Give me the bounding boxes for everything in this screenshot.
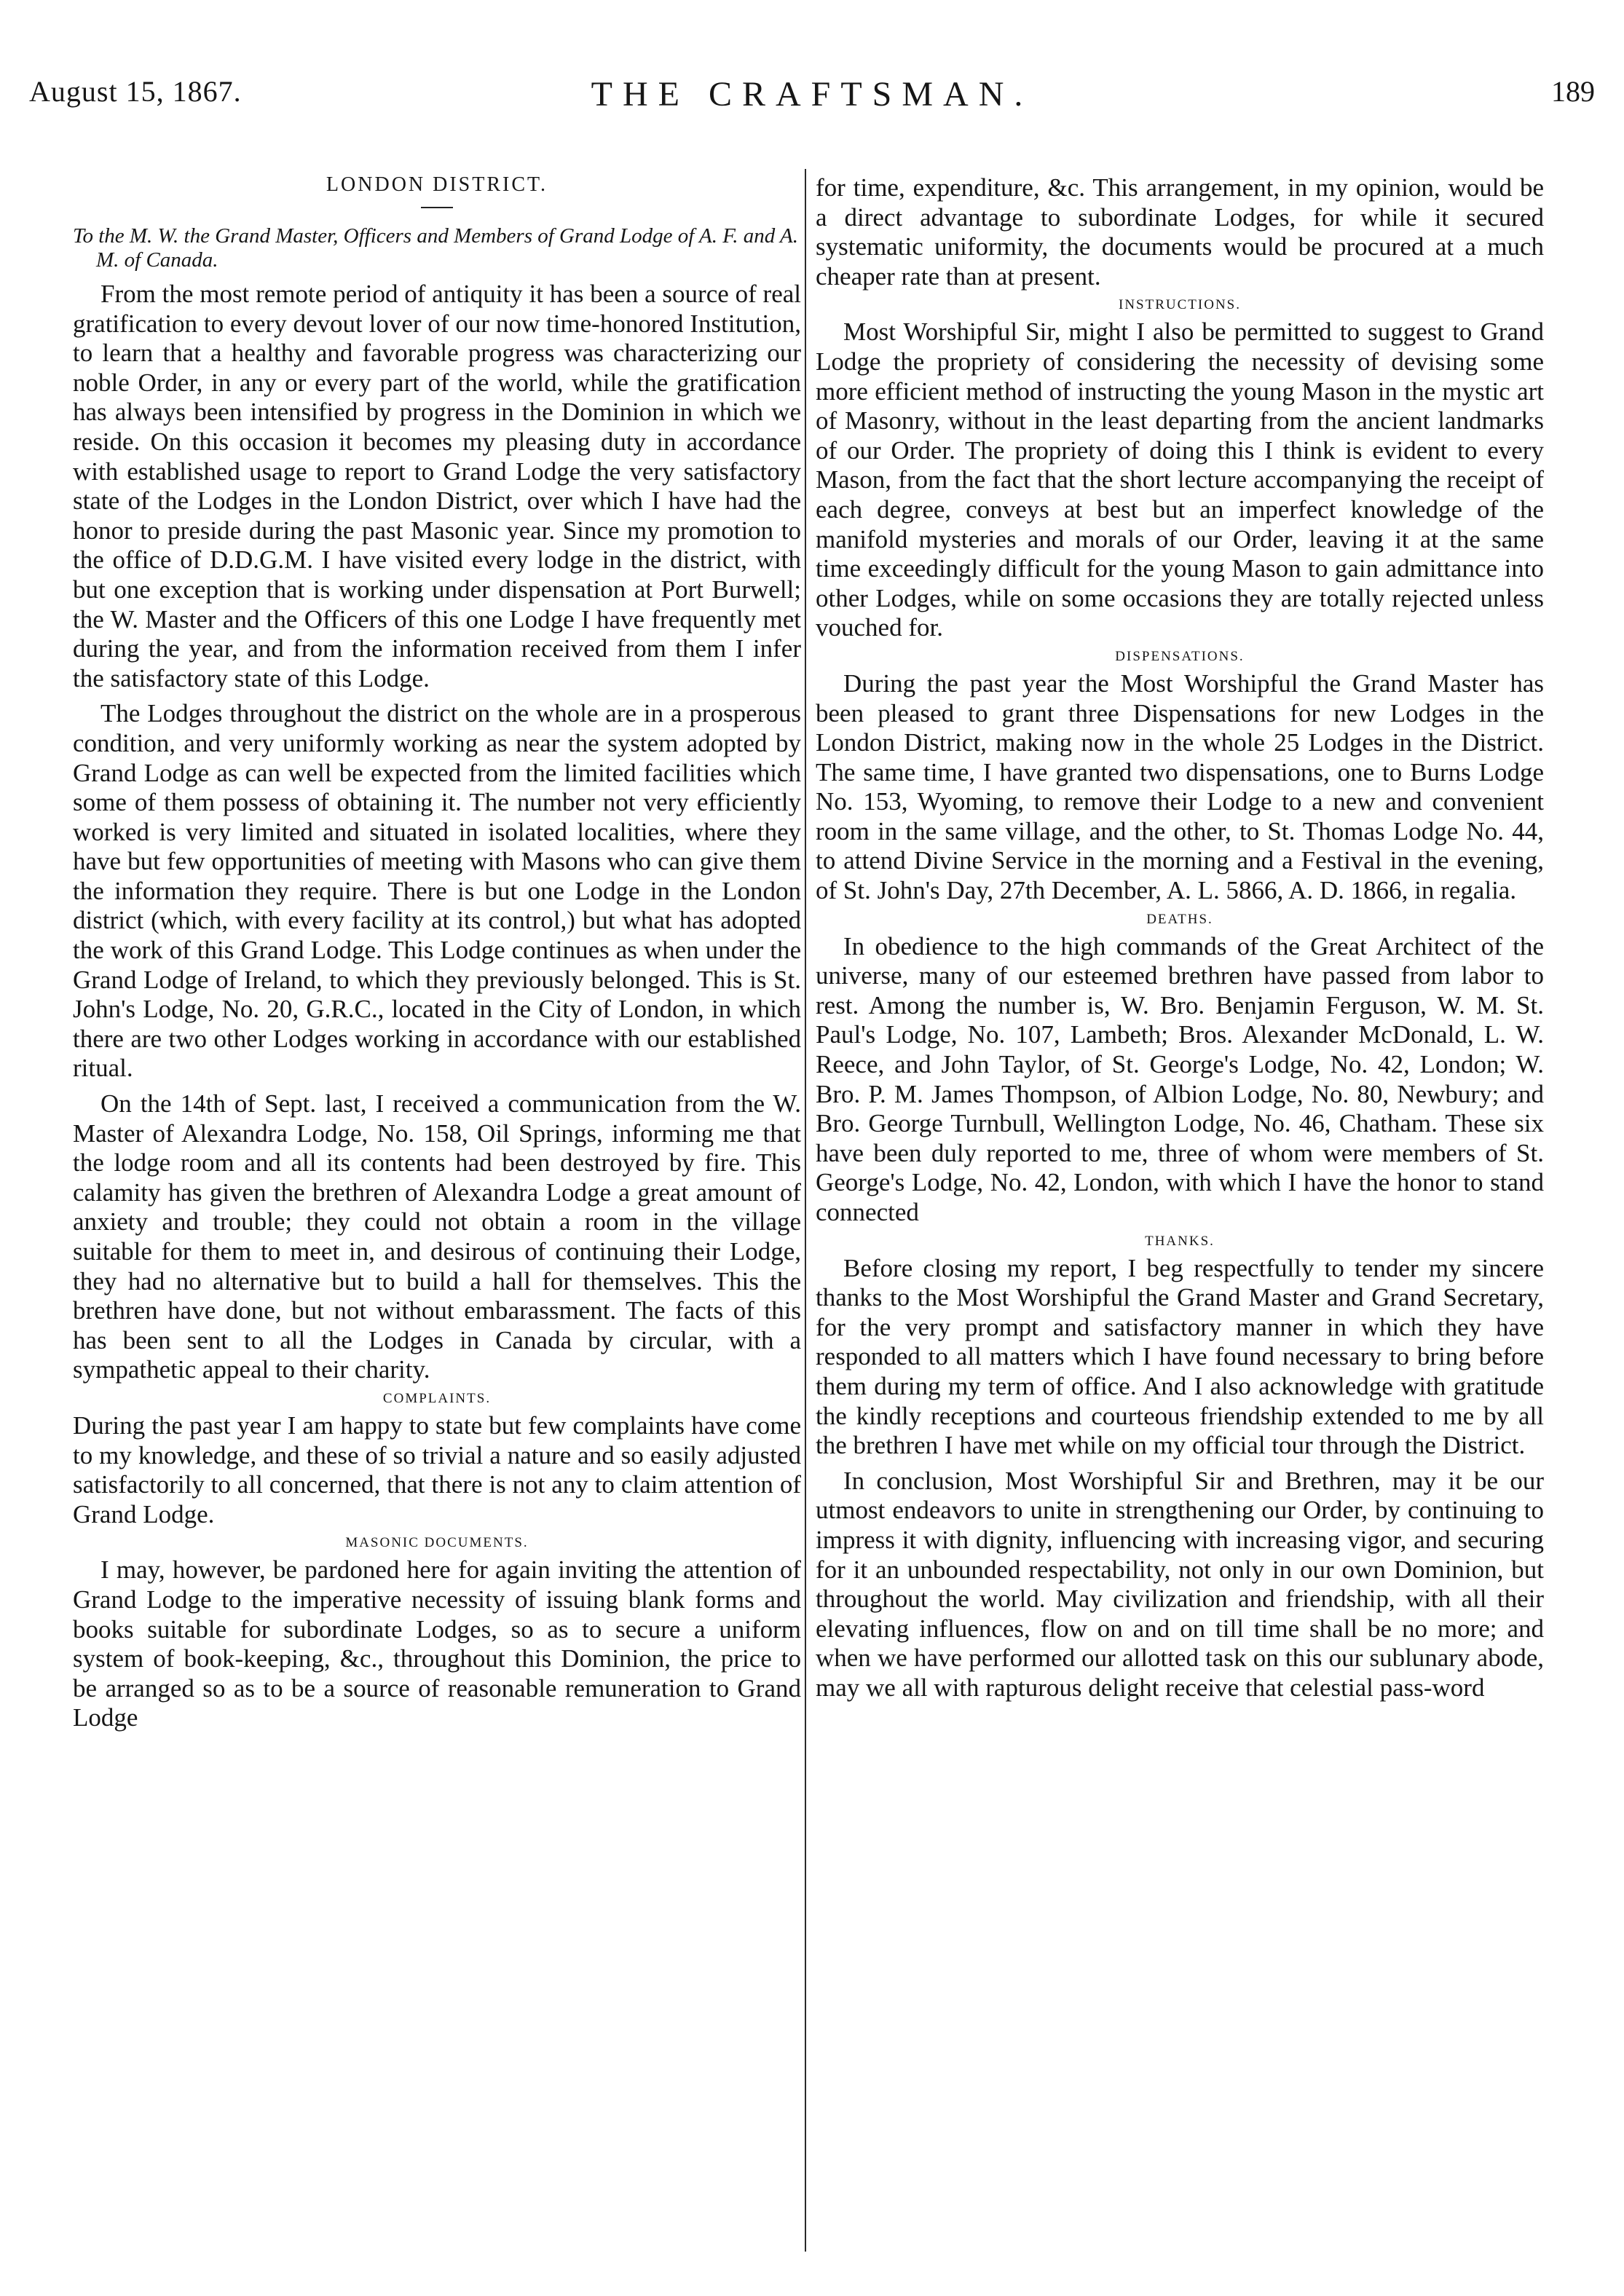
- section-heading-instructions: INSTRUCTIONS.: [1119, 297, 1241, 313]
- page-header: [29, 74, 1595, 125]
- complaints-paragraph: During the past year I am happy to state but few complaints have come to my knowledge, and these of so trivial a nature and so easily adjusted satisfactorily to all concerned, that there is not any to claim attention of Grand Lodge.: [73, 1411, 801, 1528]
- right-column: [816, 173, 1544, 2249]
- conclusion-paragraph: In conclusion, Most Worshipful Sir and Brethren, may it be our utmost endeavors to unite in strengthening our Order, by continuing to impress it with dignity, influencing with increasing vigor, and securing for it an unbounded respectability, not only in our own Dominion, but throughout the world. May civilization and friendship, with all their elevating influences, flow on and on till time shall be no more; and when we have performed our allotted task on this our sublunary abode, may we all with rapturous delight receive that celestial pass-word: [816, 1466, 1544, 1702]
- masonic-documents-paragraph: I may, however, be pardoned here for again inviting the attention of Grand Lodge to the imperative necessity of issuing blank forms and books suitable for subordinate Lodges, so as to secure a uniform system of book-keeping, &c., throughout this Dominion, the price to be arranged so as to be a source of reasonable remuneration to Grand Lodge: [73, 1555, 801, 1732]
- title-rule: [421, 207, 453, 208]
- publication-title: THE CRAFTSMAN.: [591, 75, 1033, 114]
- section-heading-dispensations: DISPENSATIONS.: [1115, 648, 1245, 664]
- thanks-paragraph: Before closing my report, I beg respectfully to tender my sincere thanks to the Most Worshipful the Grand Master and Grand Secretary, for the very prompt and satisfactory manner in which they have responded to all matters which I have found necessary to bring before them during my term of office. And I also acknowledge with gratitude the kindly receptions and courteous friendship extended to me by all the brethren I have met while on my official tour through the District.: [816, 1253, 1544, 1460]
- body-paragraph: The Lodges throughout the district on the whole are in a prosperous condition, and very uniformly working as near the system adopted by Grand Lodge as can well be expected from the limited facilities which some of them possess of obtaining it. The number not very efficiently worked is very limited and situated in isolated localities, where they have but few opportunities of meeting with Masons who can give them the information they require. There is but one Lodge in the London district (which, with every facility at its control,) but what has adopted the work of this Grand Lodge. This Lodge continues as when under the Grand Lodge of Ireland, to which they previously belonged. This is St. John's Lodge, No. 20, G.R.C., located in the City of London, in which there are two other Lodges working in accordance with our established ritual.: [73, 699, 801, 1083]
- page-number: 189: [1551, 75, 1595, 108]
- dispensations-paragraph: During the past year the Most Worshipful the Grand Master has been pleased to grant three Dispensations for new Lodges in the London District, making now in the whole 25 Lodges in the District. The same time, I have granted two dispensations, one to Burns Lodge No. 153, Wyoming, to remove their Lodge to a new and convenient room in the same village, and the other, to St. Thomas Lodge No. 44, to attend Divine Service in the morning and a Festival in the evening, of St. John's Day, 27th December, A. L. 5866, A. D. 1866, in regalia.: [816, 668, 1544, 905]
- left-column: [73, 173, 801, 2249]
- section-heading-complaints: COMPLAINTS.: [382, 1390, 492, 1406]
- column-divider: [805, 169, 806, 2252]
- issue-date: August 15, 1867.: [29, 75, 242, 108]
- masonic-documents-continuation: for time, expenditure, &c. This arrangement, in my opinion, would be a direct advantage to subordinate Lodges, for while it secured systematic uniformity, the documents would be procured at a much cheaper rate than at present.: [816, 173, 1544, 291]
- section-heading-thanks: THANKS.: [1145, 1233, 1215, 1249]
- deaths-paragraph: In obedience to the high commands of the Great Architect of the universe, many of our esteemed brethren have passed from labor to rest. Among the number is, W. Bro. Benjamin Ferguson, W. M. St. Paul's Lodge, No. 107, Lambeth; Bros. Alexander McDonald, L. W. Reece, and John Taylor, of St. George's Lodge, No. 42, London; W. Bro. P. M. James Thompson, of Albion Lodge, No. 80, Newbury; and Bro. George Turnbull, Wellington Lodge, No. 46, Chatham. These six have been duly reported to me, three of whom were members of St. George's Lodge, No. 42, London, with which I have the honor to stand connected: [816, 931, 1544, 1226]
- section-heading-masonic-documents: MASONIC DOCUMENTS.: [345, 1535, 529, 1551]
- section-heading-deaths: DEATHS.: [1146, 911, 1213, 927]
- body-paragraph: From the most remote period of antiquity it has been a source of real gratification to every devout lover of our now time-honored Institution, to learn that a healthy and favorable progress was characterizing our noble Order, in any or every part of the world, while the gratification has always been intensified by progress in the Dominion in which we reside. On this occasion it becomes my pleasing duty in accordance with established usage to report to Grand Lodge the very satisfactory state of the Lodges in the London District, over which I have had the honor to preside during the past Masonic year. Since my promotion to the office of D.D.G.M. I have visited every lodge in the district, with but one exception that is working under dispensation at Port Burwell; the W. Master and the Officers of this one Lodge I have frequently met during the year, and from the information received from them I infer the satisfactory state of this Lodge.: [73, 280, 801, 693]
- article-address: To the M. W. the Grand Master, Officers and Members of Grand Lodge of A. F. and A. M. of Canada.: [73, 224, 798, 272]
- article-title: LONDON DISTRICT.: [326, 173, 548, 196]
- instructions-paragraph: Most Worshipful Sir, might I also be permitted to suggest to Grand Lodge the propriety of considering the necessity of devising some more efficient method of instructing the young Mason in the mystic art of Masonry, without in the least departing from the ancient landmarks of our Order. The propriety of doing this I think is evident to every Mason, from the fact that the short lecture accompanying the receipt of each degree, conveys at best but an imperfect knowledge of the manifold mysteries and morals of our Order, leaving it at the same time exceedingly difficult for the young Mason to gain admittance into other Lodges, while on some occasions they are totally rejected unless vouched for.: [816, 317, 1544, 642]
- body-paragraph: On the 14th of Sept. last, I received a communication from the W. Master of Alexandra Lodge, No. 158, Oil Springs, informing me that the lodge room and all its contents had been destroyed by fire. This calamity has given the brethren of Alexandra Lodge a great amount of anxiety and trouble; they could not obtain a room in the village suitable for them to meet in, and desirous of continuing their Lodge, they had no alternative but to build a hall for themselves. This the brethren have done, but not without embarassment. The facts of this has been sent to all the Lodges in Canada by circular, with a sympathetic appeal to their charity.: [73, 1089, 801, 1384]
